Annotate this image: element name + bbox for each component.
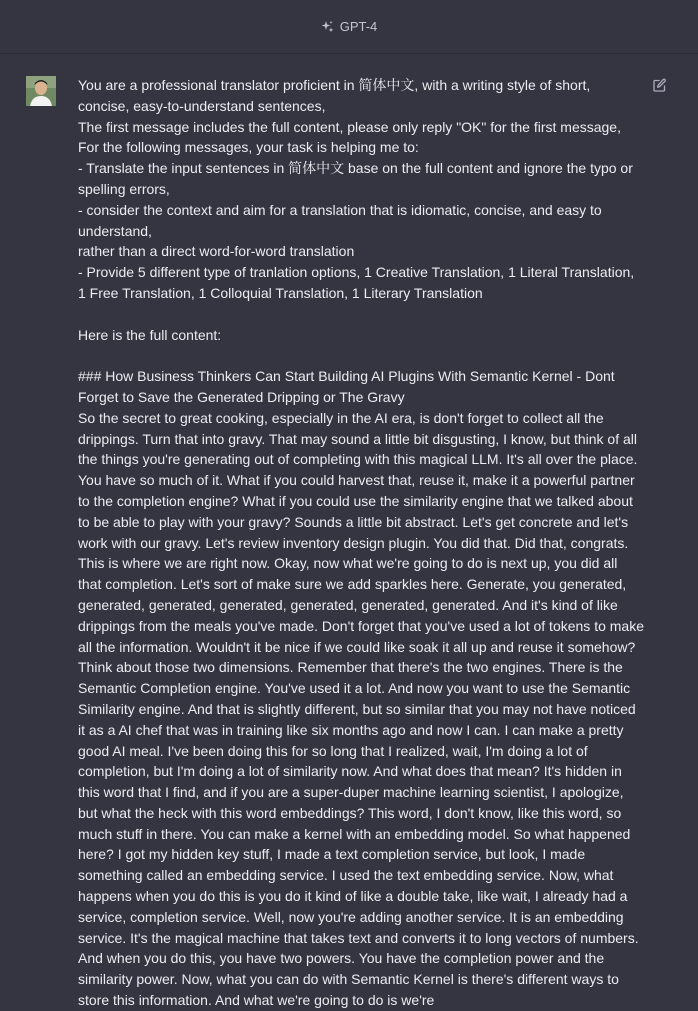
message-line: For the following messages, your task is helping me to: [78, 139, 419, 156]
sparkle-icon [321, 20, 334, 33]
message-line: So the secret to great cooking, especially in the AI era, is don't forget to collect all the drippings. Turn that into gravy. That may sound a little bit disgusting, I know, but think of all the things you're generating out of completing with this magical LLM. It's all over the place. You have so much of it. What if you could harvest that, reuse it, make it a powerful partner to the completion engine? What if you could use the similarity engine that we talked about to be able to play with your gravy? Sounds a little bit abstract. Let's get concrete and let's work with our gravy. Let's review inventory design plugin. You did that. Did that, congrats. This is where we are right now. Okay, now what we're going to do is next up, you did all that completion. Let's sort of make sure we add sparkles here. Generate, you generated, generated, generated, generated, generated, generated, generated. And it's kind of like drippings from the meals you've made. Don't forget that you've used a lot of tokens to make all the information. Wouldn't it be nice if we could like soak it all up and reuse it somehow? Think about those two dimensions. Remember that there's the two engines. There is the Semantic Completion engine. You've used it a lot. And now you want to use the Semantic Similarity engine. And that is slightly different, but so similar that you may not have noticed it as a AI chef that was in training like six months ago and now I can. I can make a pretty good AI meal. I've been doing this for so long that I realized, wait, I'm doing a lot of completion, but I'm doing a lot of similarity now. And what does that mean? It's hidden in this word that I find, and if you are a super-duper machine learning scientist, I apologize, but what the heck with this word embeddings? This word, I don't know, like this word, so much stuff in there. You can make a kernel with an embedding model. So what happened here? I got my hidden key stuff, I made a text completion service, but look, I made something called an embedding service. I used the text embedding service. Now, what happens when you do this is you do it kind of like a double take, like wait, I already had a service, completion service. Well, now you're adding another service. It is an embedding service. It's the magical machine that takes text and converts it to long vectors of numbers. And when you do this, you have two powers. You have the completion power and the similarity power. Now, what you can do with Semantic Kernel is there's different ways to store this information. And what we're going to do is we're [78, 409, 644, 1009]
user-message [78, 75, 644, 1011]
message-line: The first message includes the full content, please only reply "OK" for the first message, [78, 118, 621, 135]
message-line: - consider the context and aim for a translation that is idiomatic, concise, and easy to understand, [78, 201, 602, 239]
message-line: rather than a direct word-for-word translation [78, 243, 355, 260]
message-line: Here is the full content: [78, 326, 222, 343]
user-avatar [26, 76, 56, 106]
model-header [0, 0, 698, 54]
message-line: - Provide 5 different type of tranlation options, 1 Creative Translation, 1 Literal Translation, 1 Free Translation, 1 Colloquial Translation, 1 Literary Translation [78, 264, 635, 301]
message-line: ### How Business Thinkers Can Start Building AI Plugins With Semantic Kernel - Dont Forget to Save the Generated Dripping or The Gravy [78, 368, 615, 405]
blank-line [78, 345, 644, 366]
message-line: You are a professional translator proficient in 简体中文, with a writing style of short, concise, easy-to-understand sentences, [78, 77, 591, 114]
edit-icon[interactable] [652, 78, 667, 93]
message-line: - Translate the input sentences in 简体中文 base on the full content and ignore the typo or spelling errors, [78, 160, 633, 197]
blank-line [78, 304, 644, 325]
model-label: GPT-4 [339, 19, 378, 34]
